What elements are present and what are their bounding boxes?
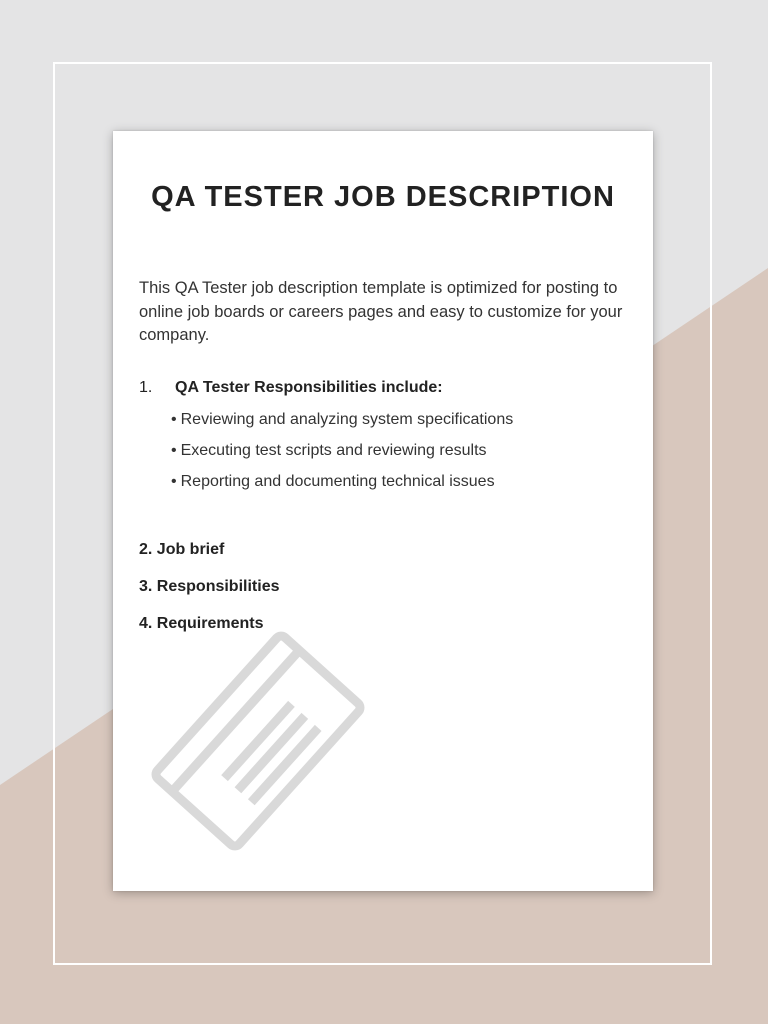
bullet-text: Reviewing and analyzing system specifications (180, 411, 514, 428)
book-icon (154, 634, 363, 849)
document-page (113, 131, 653, 891)
section-outline-list (139, 540, 539, 651)
section-heading: QA Tester Responsibilities include: (175, 379, 443, 396)
bullet-text: Reporting and documenting technical issues (180, 473, 495, 490)
bullet-glyph: • (171, 442, 177, 459)
section-number: 1. (139, 379, 153, 396)
responsibilities-bullet-list (171, 410, 631, 503)
section-job-brief: 2. Job brief (139, 541, 225, 558)
bullet-glyph: • (171, 411, 177, 428)
bullet-text: Executing test scripts and reviewing results (180, 442, 487, 459)
section-requirements: 4. Requirements (139, 615, 264, 632)
watermark (113, 131, 653, 891)
list-item (171, 441, 631, 472)
page-title: QA TESTER JOB DESCRIPTION (151, 181, 615, 213)
section-responsibilities: 3. Responsibilities (139, 578, 280, 595)
intro-paragraph: This QA Tester job description template is optimized for posting to online job boards or careers pages and easy to customize for your company. (139, 279, 623, 344)
list-item (171, 410, 631, 441)
bullet-glyph: • (171, 473, 177, 490)
list-item (171, 472, 631, 503)
